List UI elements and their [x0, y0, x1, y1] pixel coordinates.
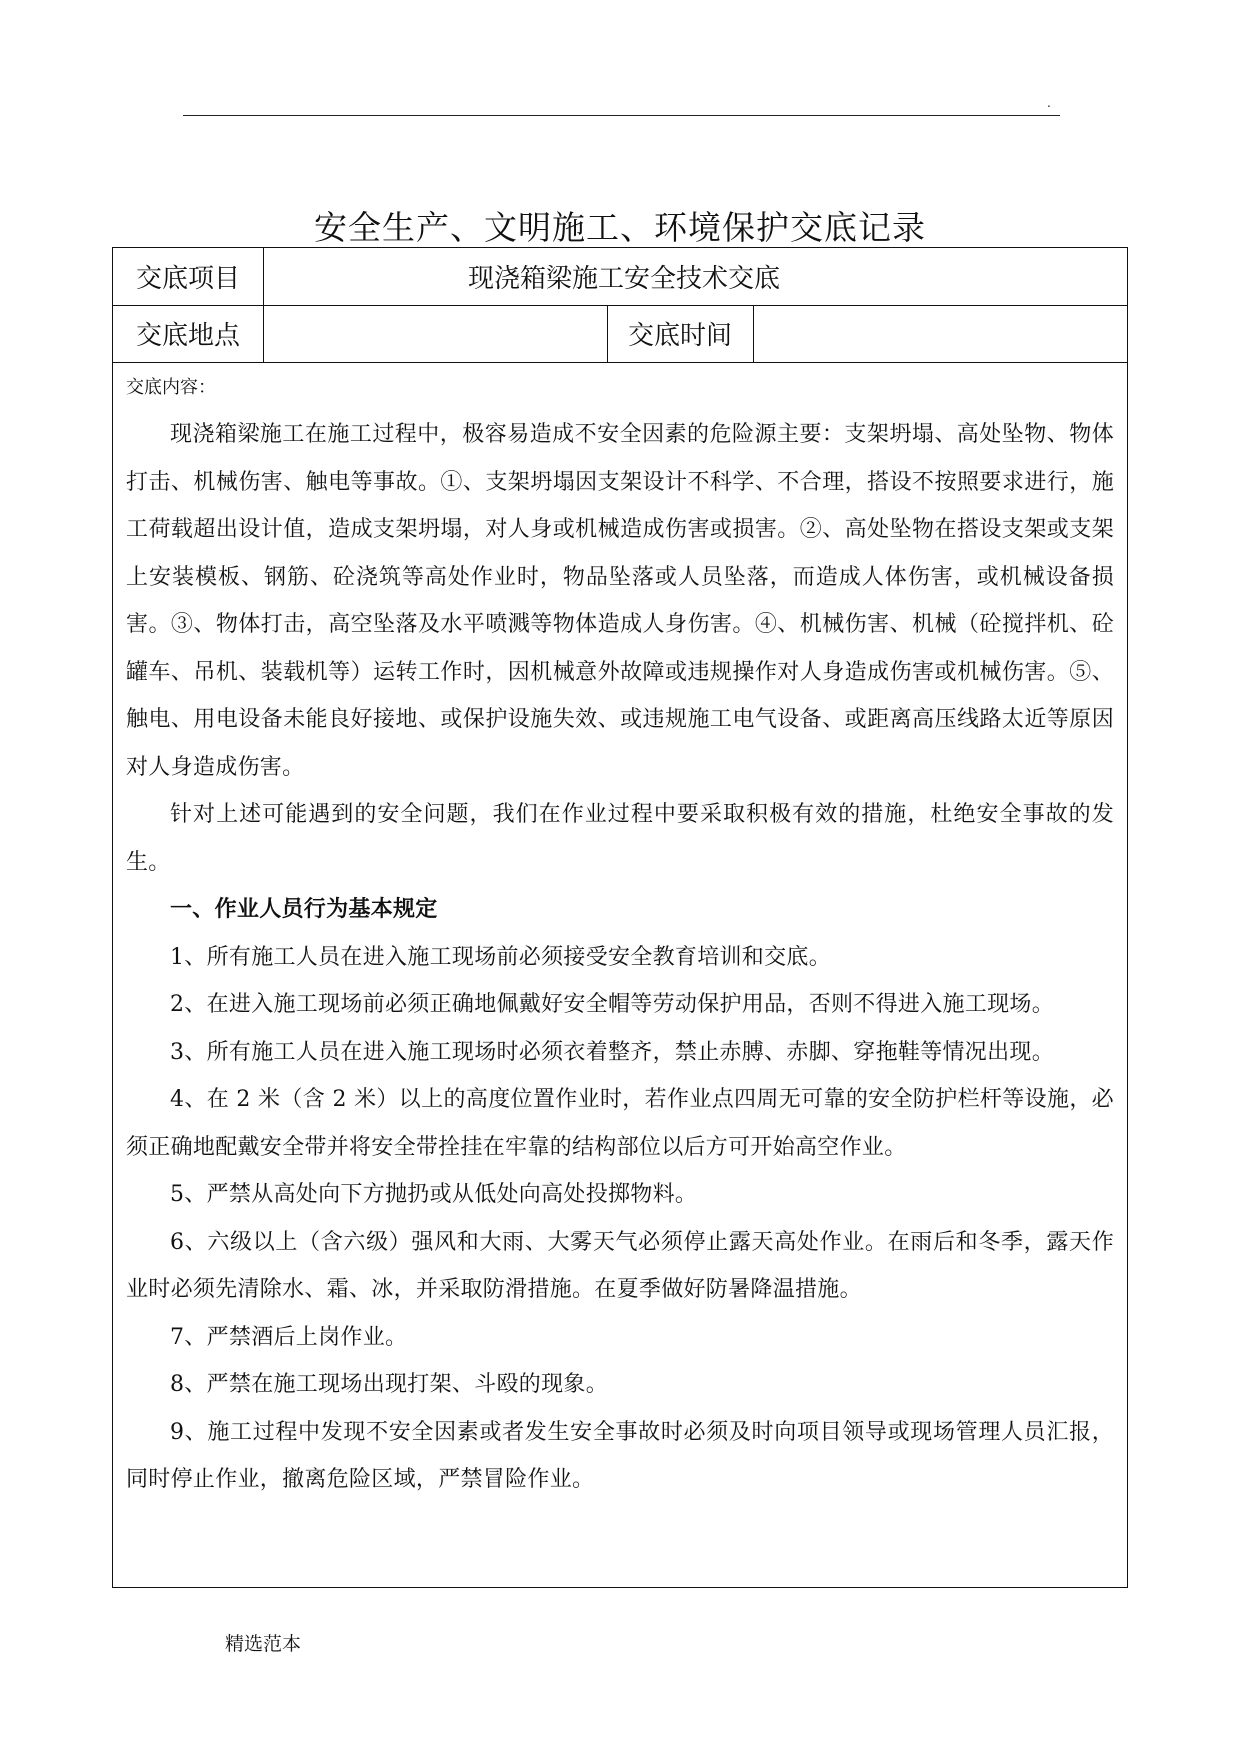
- intro-paragraph: 现浇箱梁施工在施工过程中，极容易造成不安全因素的危险源主要：支架坍塌、高处坠物、物体打击、机械伤害、触电等事故。①、支架坍塌因支架设计不科学、不合理，搭设不按照要求进行，施工荷载超出设计值，造成支架坍塌，对人身或机械造成伤害或损害。②、高处坠物在搭设支架或支架上安装模板、钢筋、砼浇筑等高处作业时，物品坠落或人员坠落，而造成人体伤害，或机械设备损害。③、物体打击，高空坠落及水平喷溅等物体造成人身伤害。④、机械伤害、机械（砼搅拌机、砼罐车、吊机、装载机等）运转工作时，因机械意外故障或违规操作对人身造成伤害或机械伤害。⑤、触电、用电设备未能良好接地、或保护设施失效、或违规施工电气设备、或距离高压线路太近等原因对人身造成伤害。: [126, 422, 1114, 780]
- rule-item: 9、施工过程中发现不安全因素或者发生安全事故时必须及时向项目领导或现场管理人员汇报，同时停止作业，撤离危险区域，严禁冒险作业。: [126, 1419, 1114, 1492]
- document-title: 安全生产、文明施工、环境保护交底记录: [314, 208, 926, 247]
- rule-item: 8、严禁在施工现场出现打架、斗殴的现象。: [170, 1372, 608, 1397]
- rule-item: 4、在 2 米（含 2 米）以上的高度位置作业时，若作业点四周无可靠的安全防护栏杆等设施，必须正确地配戴安全带并将安全带拴挂在牢靠的结构部位以后方可开始高空作业。: [126, 1087, 1114, 1160]
- rule-item: 6、六级以上（含六级）强风和大雨、大雾天气必须停止露天高处作业。在雨后和冬季，露天作业时必须先清除水、霜、冰，并采取防滑措施。在夏季做好防暑降温措施。: [126, 1229, 1114, 1302]
- rule-item: 7、严禁酒后上岗作业。: [170, 1324, 408, 1350]
- header-rule: [183, 115, 1060, 116]
- location-value: [263, 305, 607, 362]
- rule-item: 3、所有施工人员在进入施工现场时必须衣着整齐，禁止赤膊、赤脚、穿拖鞋等情况出现。: [170, 1039, 1054, 1065]
- time-label: 交底时间: [627, 321, 732, 351]
- location-label: 交底地点: [135, 321, 240, 351]
- project-row: [113, 248, 1127, 306]
- record-table: [112, 247, 1128, 1588]
- time-value: [753, 305, 1127, 362]
- location-row: [113, 305, 1127, 363]
- rule-item: 5、严禁从高处向下方抛扔或从低处向高处投掷物料。: [170, 1182, 698, 1207]
- project-value: 现浇箱梁施工安全技术交底: [468, 264, 781, 294]
- header-mark: .: [1047, 96, 1051, 110]
- content-area: [126, 373, 1114, 1504]
- rule-item: 1、所有施工人员在进入施工现场前必须接受安全教育培训和交底。: [170, 944, 831, 970]
- content-heading: 交底内容：: [126, 377, 216, 398]
- rule-item: 2、在进入施工现场前必须正确地佩戴好安全帽等劳动保护用品，否则不得进入施工现场。: [170, 992, 1054, 1017]
- project-label: 交底项目: [135, 264, 240, 294]
- footer-text: 精选范本: [225, 1633, 302, 1655]
- intro-paragraph: 针对上述可能遇到的安全问题，我们在作业过程中要采取积极有效的措施，杜绝安全事故的发生。: [126, 802, 1114, 875]
- section-heading: 一、作业人员行为基本规定: [170, 896, 438, 922]
